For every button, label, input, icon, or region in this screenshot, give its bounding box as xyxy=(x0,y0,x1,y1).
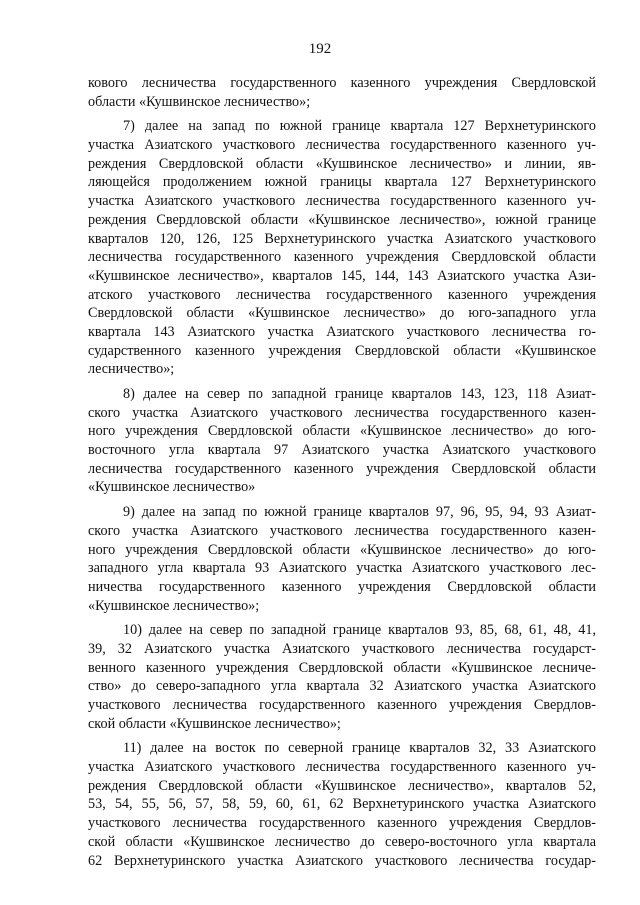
text-line: западного угла квартала 93 Азиатского участка Азиатского участкового лес- xyxy=(88,560,596,577)
body-text xyxy=(88,74,596,870)
text-line: 9) далее на запад по южной границе кварталов 97, 96, 95, 94, 93 Азиат- xyxy=(123,504,596,521)
text-line: ской области «Кушвинское лесничество до северо-восточного угла квартала xyxy=(88,833,596,850)
text-line: кварталов 120, 126, 125 Верхнетуринского участка Азиатского участкового xyxy=(88,230,596,247)
page-number: 192 xyxy=(308,41,332,57)
text-line: ской области «Кушвинское лесничество»; xyxy=(88,715,341,732)
text-line: 62 Верхнетуринского участка Азиатского участкового лесничества государ- xyxy=(88,852,596,869)
text-line: лесничество»; xyxy=(88,361,175,378)
text-line: кового лесничества государственного казенного учреждения Свердловской xyxy=(88,75,596,91)
text-line: ного учреждения Свердловской области «Кушвинское лесничество» до юго- xyxy=(88,423,596,440)
text-line: атского участкового лесничества государственного казенного учреждения xyxy=(88,286,596,303)
text-line: 11) далее на восток по северной границе кварталов 32, 33 Азиатского xyxy=(123,740,596,757)
text-line: лесничества государственного казенного учреждения Свердловской области xyxy=(88,249,596,266)
text-line: области «Кушвинское лесничество»; xyxy=(88,93,311,110)
text-line: 7) далее на запад по южной границе квартала 127 Верхнетуринского xyxy=(123,118,596,135)
text-line: 8) далее на север по западной границе кварталов 143, 123, 118 Азиат- xyxy=(123,386,596,402)
text-line: 10) далее на север по западной границе кварталов 93, 85, 68, 61, 48, 41, xyxy=(123,622,596,639)
text-line: участкового лесничества государственного казенного учреждения Свердлов- xyxy=(88,815,596,832)
text-line: ного учреждения Свердловской области «Кушвинское лесничество» до юго- xyxy=(88,541,596,558)
text-line: 53, 54, 55, 56, 57, 58, 59, 60, 61, 62 Верхнетуринского участка Азиатского xyxy=(88,796,596,813)
text-line: реждения Свердловской области «Кушвинское лесничество» и линии, яв- xyxy=(88,155,596,172)
text-line: участкового лесничества государственного казенного учреждения Свердлов- xyxy=(88,697,596,713)
text-line: участка Азиатского участкового лесничества государственного казенного уч- xyxy=(88,759,596,776)
text-line: Свердловской области «Кушвинское лесничество» до юго-западного угла xyxy=(88,305,596,322)
text-line: реждения Свердловской области «Кушвинское лесничество», кварталов 52, xyxy=(88,777,596,794)
text-line: ляющейся продолжением южной границы квартала 127 Верхнетуринского xyxy=(88,174,596,191)
text-line: ского участка Азиатского участкового лесничества государственного казен- xyxy=(88,404,596,421)
text-line: сударственного казенного учреждения Свердловской области «Кушвинское xyxy=(88,342,596,359)
text-line: участка Азиатского участкового лесничества государственного казенного уч- xyxy=(88,193,596,210)
text-line: восточного угла квартала 97 Азиатского участка Азиатского участкового xyxy=(88,442,596,459)
text-line: ничества государственного казенного учреждения Свердловской области xyxy=(88,578,596,595)
text-line: участка Азиатского участкового лесничества государственного казенного уч- xyxy=(88,137,596,154)
text-line: ство» до северо-западного угла квартала 32 Азиатского участка Азиатского xyxy=(88,678,596,695)
text-line: реждения Свердловской области «Кушвинское лесничество», южной границе xyxy=(88,211,596,228)
text-line: венного казенного учреждения Свердловской области «Кушвинское лесниче- xyxy=(88,659,596,676)
text-line: «Кушвинское лесничество», кварталов 145, 144, 143 Азиатского участка Ази- xyxy=(88,267,596,284)
text-line: «Кушвинское лесничество» xyxy=(88,479,256,496)
text-line: ского участка Азиатского участкового лесничества государственного казен- xyxy=(88,522,596,539)
text-line: 39, 32 Азиатского участка Азиатского участкового лесничества государст- xyxy=(88,640,596,657)
text-line: квартала 143 Азиатского участка Азиатского участкового лесничества го- xyxy=(88,323,596,340)
text-line: «Кушвинское лесничество»; xyxy=(88,597,260,614)
text-line: лесничества государственного казенного учреждения Свердловской области xyxy=(88,460,596,477)
